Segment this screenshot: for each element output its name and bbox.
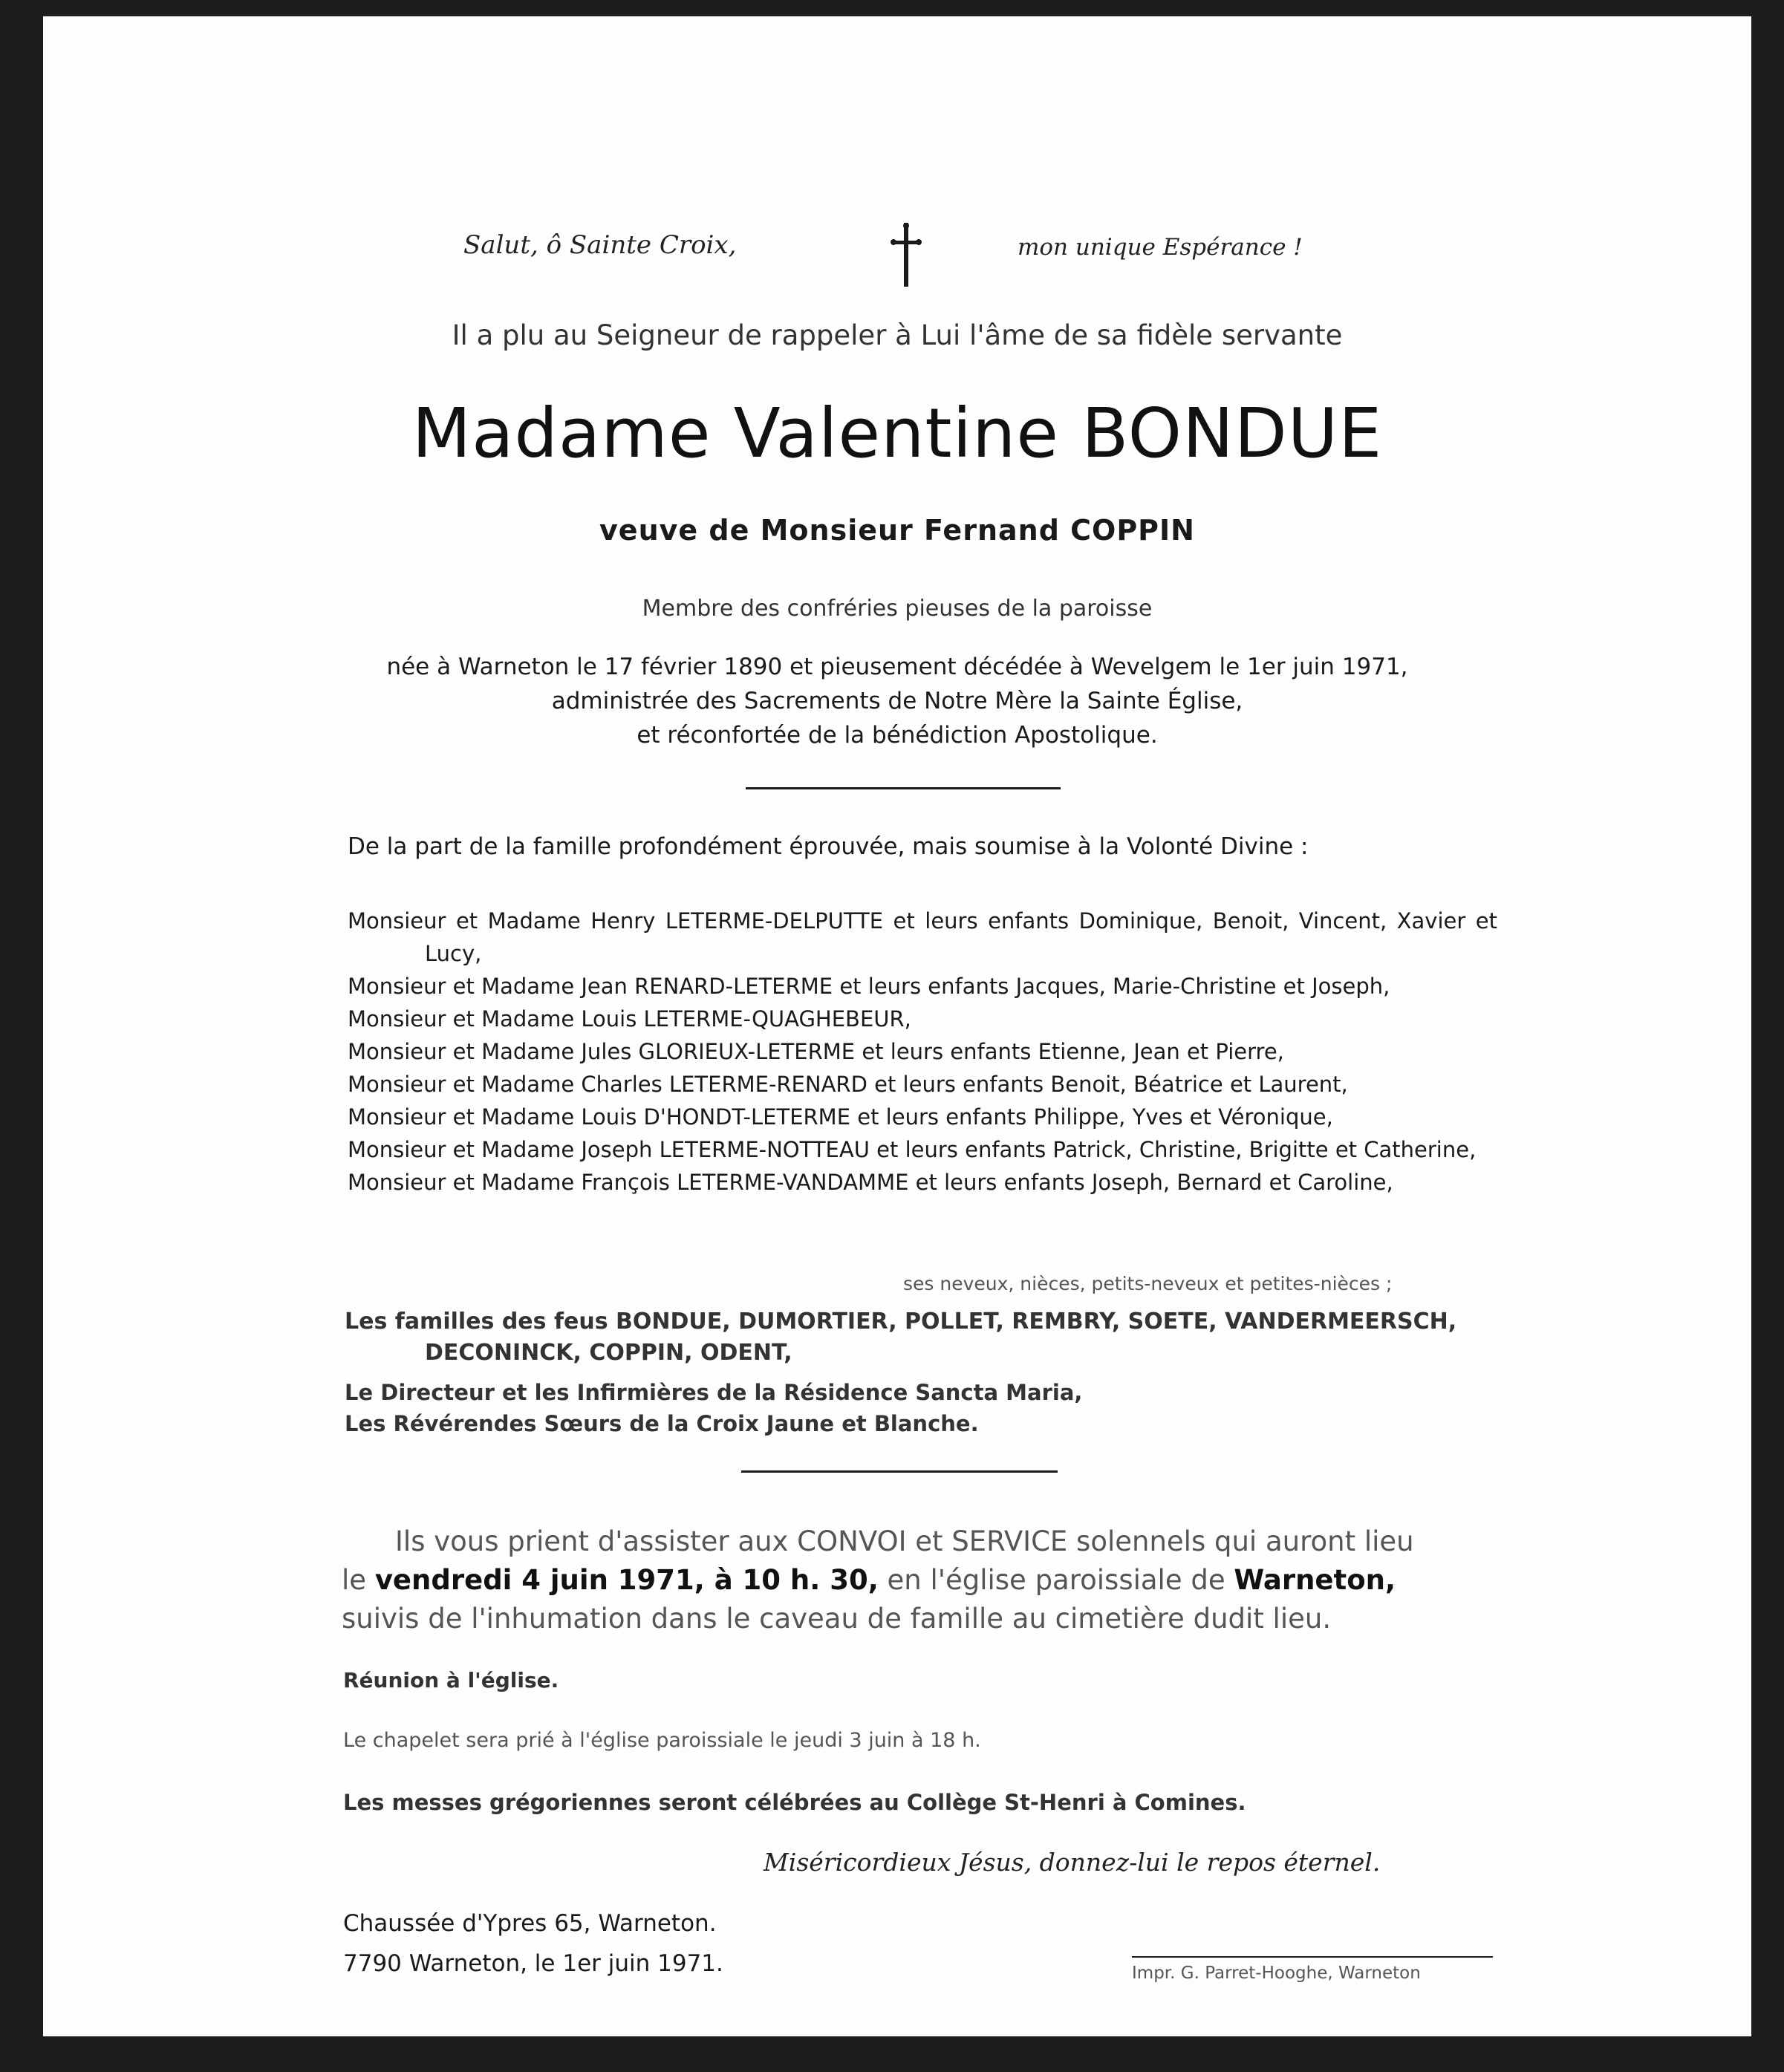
service-date: vendredi 4 juin 1971, à 10 h. 30,	[374, 1564, 879, 1596]
family-entry: Monsieur et Madame Louis D'HONDT-LETERME et leurs enfants Philippe, Yves et Véronique,	[348, 1104, 1333, 1130]
deceased-name: Madame Valentine BONDUE	[411, 394, 1383, 473]
service-line2	[342, 1564, 1396, 1596]
residence-line: Le Directeur et les Infirmières de la Résidence Sancta Maria,	[345, 1380, 1083, 1405]
closing-prayer: Miséricordieux Jésus, donnez-lui le repos éternel.	[764, 1848, 1381, 1877]
cross-icon	[889, 221, 923, 288]
family-entry: Monsieur et Madame Henry LETERME-DELPUTTE et leurs enfants Dominique, Benoit, Vincent, Xavier et Lucy,	[348, 908, 1497, 966]
families-line2: DECONINCK, COPPIN, ODENT,	[425, 1340, 792, 1366]
footer-postal: 7790 Warneton, le 1er juin 1971.	[343, 1950, 723, 1977]
reunion: Réunion à l'église.	[343, 1668, 559, 1693]
printer-credit: Impr. G. Parret-Hooghe, Warneton	[1132, 1964, 1421, 1983]
salut-left: Salut, ô Sainte Croix,	[463, 230, 737, 260]
service-line1: Ils vous prient d'assister aux CONVOI et SERVICE solennels qui auront lieu	[395, 1525, 1414, 1557]
printer-rule	[1132, 1956, 1493, 1958]
sisters-line: Les Révérendes Sœurs de la Croix Jaune et Blanche.	[345, 1411, 979, 1436]
chapelet: Le chapelet sera prié à l'église paroissiale le jeudi 3 juin à 18 h.	[343, 1729, 981, 1752]
intro-text: Il a plu au Seigneur de rappeler à Lui l'âme de sa fidèle servante	[452, 319, 1343, 351]
family-list	[348, 905, 1497, 1199]
details-line3: et réconfortée de la bénédiction Apostolique.	[637, 722, 1158, 749]
service-line2-post: en l'église paroissiale de	[887, 1564, 1225, 1596]
family-intro: De la part de la famille profondément éprouvée, mais soumise à la Volonté Divine :	[348, 833, 1309, 860]
membership: Membre des confréries pieuses de la paroisse	[642, 596, 1153, 622]
salut-right: mon unique Espérance !	[1018, 234, 1303, 261]
divider-bottom	[741, 1470, 1058, 1473]
family-entry: Monsieur et Madame Jean RENARD-LETERME et leurs enfants Jacques, Marie-Christine et Joseph,	[348, 974, 1390, 999]
widow-of: veuve de Monsieur Fernand COPPIN	[599, 514, 1195, 547]
details-line2: administrée des Sacrements de Notre Mère la Sainte Église,	[551, 688, 1243, 714]
mourning-card	[43, 16, 1751, 2036]
family-entry: Monsieur et Madame Jules GLORIEUX-LETERME et leurs enfants Etienne, Jean et Pierre,	[348, 1039, 1284, 1064]
family-entry: Monsieur et Madame Louis LETERME-QUAGHEBEUR,	[348, 1006, 911, 1032]
divider-top	[746, 787, 1061, 789]
messes: Les messes grégoriennes seront célébrées au Collège St-Henri à Comines.	[343, 1790, 1246, 1815]
details-line1: née à Warneton le 17 février 1890 et pieusement décédée à Wevelgem le 1er juin 1971,	[386, 654, 1408, 680]
nephews-line: ses neveux, nièces, petits-neveux et petites-nièces ;	[903, 1273, 1393, 1294]
footer-address: Chaussée d'Ypres 65, Warneton.	[343, 1910, 717, 1937]
family-entry: Monsieur et Madame François LETERME-VANDAMME et leurs enfants Joseph, Bernard et Caroline,	[348, 1170, 1393, 1195]
family-entry: Monsieur et Madame Charles LETERME-RENARD et leurs enfants Benoit, Béatrice et Laurent,	[348, 1072, 1348, 1097]
service-place: Warneton,	[1234, 1564, 1396, 1596]
service-line2-pre: le	[342, 1564, 367, 1596]
families-line1: Les familles des feus BONDUE, DUMORTIER, POLLET, REMBRY, SOETE, VANDERMEERSCH,	[345, 1309, 1457, 1335]
family-entry: Monsieur et Madame Joseph LETERME-NOTTEAU et leurs enfants Patrick, Christine, Brigitte et Catherine,	[348, 1137, 1477, 1162]
service-line3: suivis de l'inhumation dans le caveau de famille au cimetière dudit lieu.	[342, 1603, 1332, 1635]
